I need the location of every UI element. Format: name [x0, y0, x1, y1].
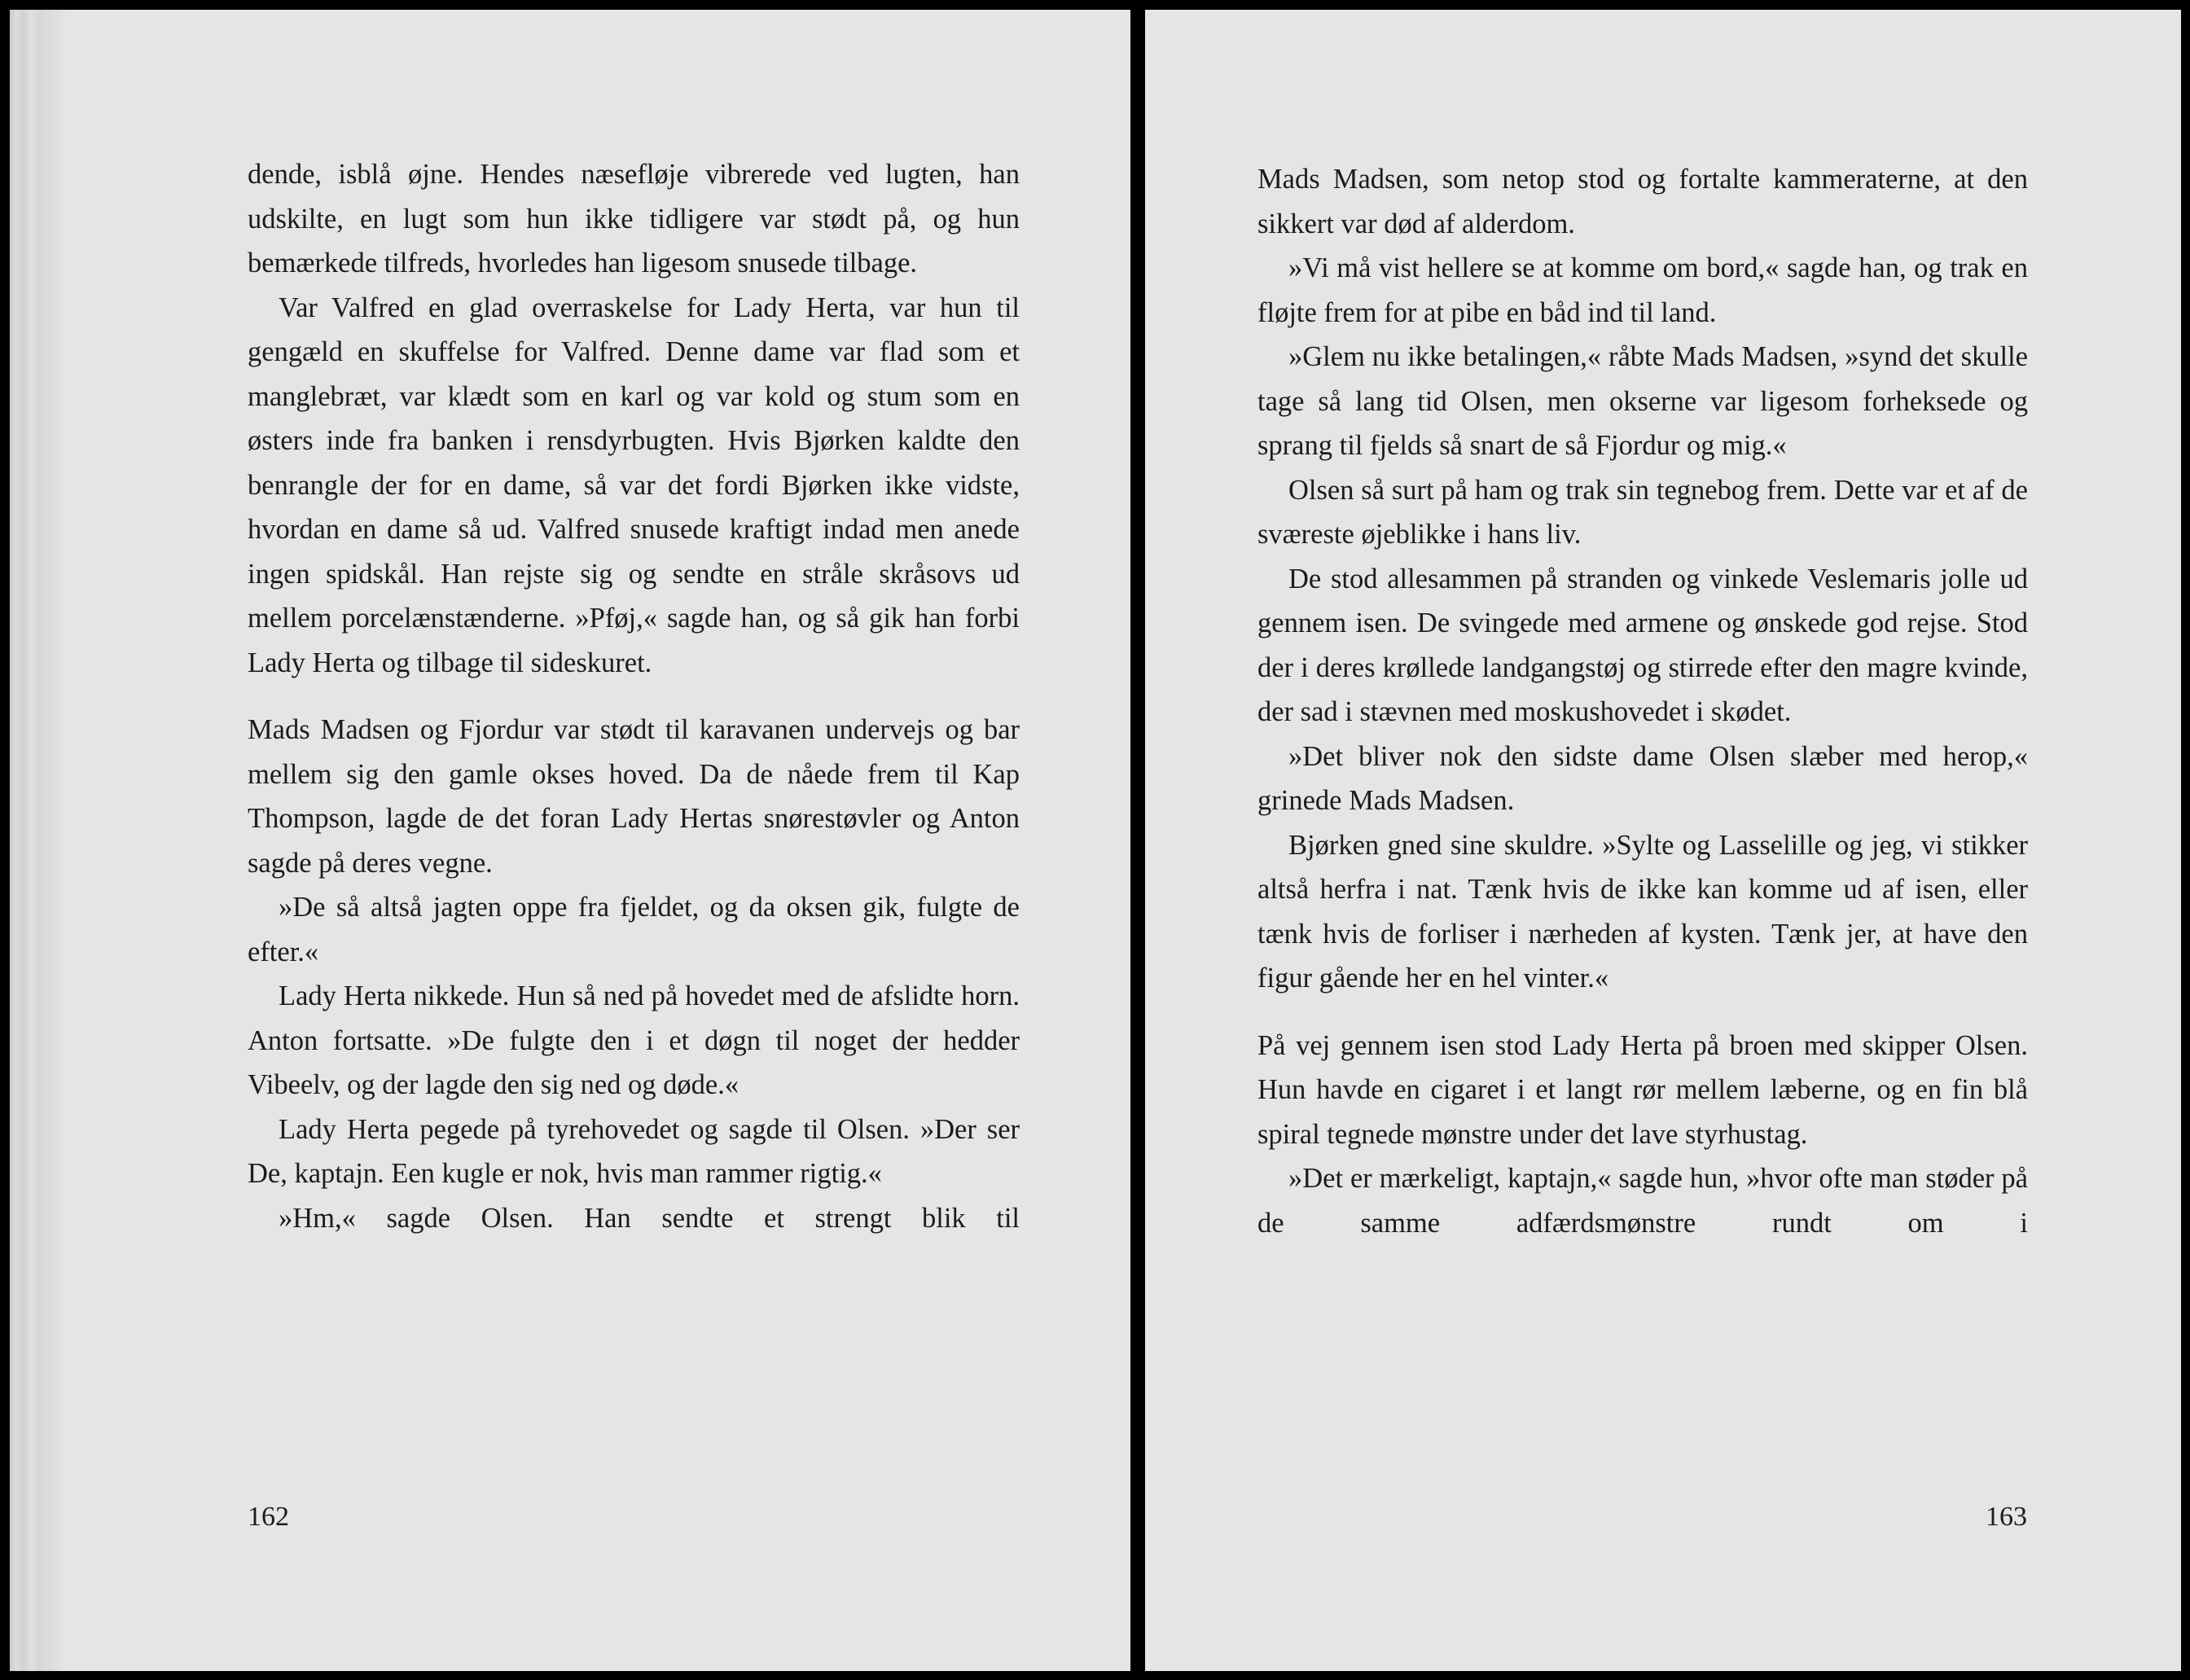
- left-page: [10, 10, 1130, 1671]
- paragraph: »Det er mærkeligt, kaptajn,« sagde hun, »hvor ofte man støder på de samme adfærdsmønstre rundt om i: [1257, 1163, 2028, 1239]
- paragraph: »Hm,« sagde Olsen. Han sendte et strengt blik til: [279, 1202, 1020, 1234]
- paragraph: Lady Herta nikkede. Hun så ned på hovedet med de afslidte horn. Anton fortsatte. »De fulgte den i et døgn til noget der hedder Vibeelv, og der lagde den sig ned og døde.«: [248, 980, 1020, 1100]
- paragraph: Var Valfred en glad overraskelse for Lady Herta, var hun til gengæld en skuffelse for Valfred. Denne dame var flad som et manglebræt, var klædt som en karl og var kold og stum som en østers inde fra banken i rensdyrbugten. Hvis Bjørken kaldte den benrangle der for en dame, så var det fordi Bjørken ikke vidste, hvordan en dame så ud. Valfred snusede kraftigt indad men anede ingen spidskål. Han rejste sig og sendte en stråle skråsovs ud mellem porcelænstænderne. »Pføj,« sagde han, og så gik han forbi Lady Herta og tilbage til sideskuret.: [248, 292, 1020, 678]
- paragraph: »Vi må vist hellere se at komme om bord,« sagde han, og trak en fløjte frem for at pibe en båd ind til land.: [1257, 252, 2028, 328]
- paragraph: Mads Madsen og Fjordur var stødt til karavanen undervejs og bar mellem sig den gamle okses hoved. Da de nåede frem til Kap Thompson, lagde de det foran Lady Hertas snørestøvler og Anton sagde på deres vegne.: [248, 714, 1020, 879]
- page-edge-shadow: [10, 10, 67, 1671]
- paragraph: Bjørken gned sine skuldre. »Sylte og Lasselille og jeg, vi stikker altså herfra i nat. Tænk hvis de ikke kan komme ud af isen, eller tænk hvis de forliser i nærheden af kysten. Tænk jer, at have den figur gående her en hel vinter.«: [1257, 829, 2028, 994]
- paragraph: »Det bliver nok den sidste dame Olsen slæber med herop,« grinede Mads Madsen.: [1257, 740, 2028, 816]
- paragraph: dende, isblå øjne. Hendes næsefløje vibrerede ved lugten, han udskilte, en lugt som hun ikke tidligere var stødt på, og hun bemærkede tilfreds, hvorledes han ligesom snusede tilbage.: [248, 159, 1020, 279]
- left-page-text: [248, 152, 1020, 1240]
- paragraph: På vej gennem isen stod Lady Herta på broen med skipper Olsen. Hun havde en cigaret i et langt rør mellem læberne, og en fin blå spiral tegnede mønstre under det lave styrhustag.: [1257, 1029, 2028, 1150]
- page-number: 163: [1986, 1502, 2027, 1532]
- right-page: [1145, 10, 2181, 1671]
- paragraph: Mads Madsen, som netop stod og fortalte kammeraterne, at den sikkert var død af alderdom.: [1257, 164, 2028, 239]
- page-number: 162: [248, 1502, 289, 1532]
- paragraph: Lady Herta pegede på tyrehovedet og sagde til Olsen. »Der ser De, kaptajn. Een kugle er nok, hvis man rammer rigtig.«: [248, 1113, 1020, 1189]
- paragraph: De stod allesammen på stranden og vinkede Veslemaris jolle ud gennem isen. De svingede med armene og ønskede god rejse. Stod der i deres krøllede landgangstøj og stirrede efter den magre kvinde, der sad i stævnen med moskushovedet i skødet.: [1257, 563, 2028, 727]
- paragraph: »Glem nu ikke betalingen,« råbte Mads Madsen, »synd det skulle tage så lang tid Olsen, men okserne var ligesom forheksede og sprang til fjelds så snart de så Fjordur og mig.«: [1257, 341, 2028, 461]
- paragraph: »De så altså jagten oppe fra fjeldet, og da oksen gik, fulgte de efter.«: [248, 892, 1020, 967]
- right-page-text: [1257, 157, 2028, 1245]
- paragraph: Olsen så surt på ham og trak sin tegnebog frem. Dette var et af de sværeste øjeblikke i hans liv.: [1257, 474, 2028, 550]
